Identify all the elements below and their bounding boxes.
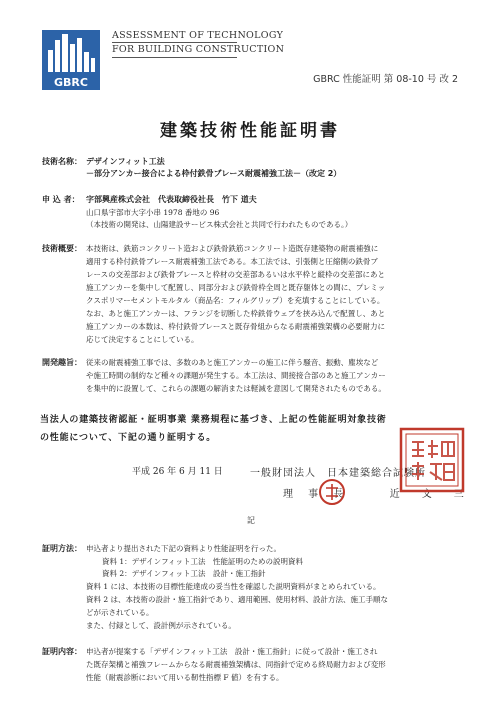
chairman-title: 理 事 長 (283, 489, 350, 500)
content-label: 証明内容： (42, 647, 82, 656)
org-name-line1: ASSESSMENT OF TECHNOLOGY (112, 30, 284, 41)
method-label: 証明方法： (42, 544, 82, 553)
summary-line: 施工アンカーを集中して配置し、同部分および鉄骨枠全周と既存躯体との間に、プレミッ (86, 283, 386, 292)
purpose-line: 従来の耐震補強工事では、多数のあと施工アンカーの施工に伴う騒音、振動、塵埃など (86, 358, 379, 367)
content-line: 申込者が提案する「デザインフィット工法 設計・施工指針」に従って設計・施工され (86, 647, 378, 656)
technology-name-line1: デザインフィット工法 (86, 157, 165, 166)
org-rule (112, 57, 237, 58)
official-seal (398, 426, 466, 494)
applicant-address: 山口県宇部市大字小串 1978 番地の 96 (86, 208, 220, 217)
chairman-name: 近 文 三 (389, 489, 470, 500)
summary-label: 技術概要： (42, 244, 82, 253)
summary-line: 応じて決定することにしている。 (86, 335, 199, 344)
method-line: 資料 2：デザインフィット工法 設計・施工指針 (102, 569, 266, 578)
summary-line: 適用する枠付鉄骨ブレース耐震補強工法である。本工法では、引張側と圧縮側の鉄骨ブ (86, 257, 378, 266)
method-line: 資料 1：デザインフィット工法 性能証明のための説明資料 (102, 557, 304, 566)
method-line: 資料 2 は、本技術の設計・施工指針であり、適用範囲、使用材料、設計方法、施工手順な (86, 595, 389, 604)
issuing-organization: 一般財団法人 日本建築総合試験所 (250, 468, 426, 479)
summary-line: 施工アンカーの本数は、枠付鉄骨ブレースと既存骨組からなる耐震補強架構の必要耐力に (86, 322, 386, 331)
chairman-seal (318, 478, 346, 506)
issue-date: 平成 26 年 6 月 11 日 (132, 467, 223, 477)
summary-line: なお、あと施工アンカーは、フランジを切断した枠鉄骨ウェブを挟み込んで配置し、あと (86, 309, 386, 318)
page-title: 建築技術性能証明書 (160, 121, 340, 141)
org-rule (112, 42, 237, 43)
applicant-company: 字部興産株式会社 代表取締役社長 竹下 道夫 (86, 195, 257, 204)
method-line: 申込者より提出された下記の資料より性能証明を行った。 (86, 544, 281, 553)
technology-name-line2: －部分アンカー接合による枠付鉄骨ブレース耐震補強工法－（改定 2） (86, 169, 342, 178)
purpose-line: を集中的に設置して、これらの課題の解消または軽減を意図して開発されたものである。 (86, 384, 386, 393)
logo-text: GBRC (54, 76, 88, 89)
org-name-line2: FOR BUILDING CONSTRUCTION (112, 44, 285, 55)
gbrc-logo (42, 30, 100, 90)
method-line: また、付録として、設計例が示されている。 (86, 621, 236, 630)
certificate-number: GBRC 性能証明 第 08-10 号 改 2 (313, 74, 458, 85)
method-line: どが示されている。 (86, 608, 154, 617)
summary-line: 本技術は、鉄筋コンクリート造および鉄骨鉄筋コンクリート造既存建築物の耐震補強に (86, 244, 379, 253)
statement-line2: の性能について、下記の通り証明する。 (40, 433, 217, 443)
purpose-line: や施工時間の制約など種々の課題が発生する。本工法は、間接接合部のあと施工アンカー (86, 371, 386, 380)
ki-marker: 記 (247, 516, 255, 525)
statement-line1: 当法人の建築技術認証・証明事業 業務規程に基づき、上記の性能証明対象技術 (40, 415, 387, 425)
content-line: 性能（耐震診断において用いる靭性指標 F 値）を有する。 (86, 673, 284, 682)
method-line: 資料 1 には、本技術の目標性能達成の妥当性を確認した説明資料がまとめられている。 (86, 582, 381, 591)
purpose-label: 開発趣旨： (42, 358, 82, 367)
technology-name-label: 技術名称： (42, 157, 82, 166)
summary-line: レースの交差部および鉄骨ブレースと枠材の交差部あるいは水平枠と縦枠の交差部にあと (86, 270, 385, 279)
summary-line: クスポリマーセメントモルタル（商品名：フィルグリップ）を充填することにしている。 (86, 296, 385, 305)
applicant-note: （本技術の開発は、山陽建設サービス株式会社と共同で行われたものである。） (86, 220, 353, 229)
content-line: た既存架構と補強フレームからなる耐震補強架構は、同指針で定める終局耐力および変形 (86, 660, 386, 669)
applicant-label: 申 込 者： (42, 195, 80, 204)
